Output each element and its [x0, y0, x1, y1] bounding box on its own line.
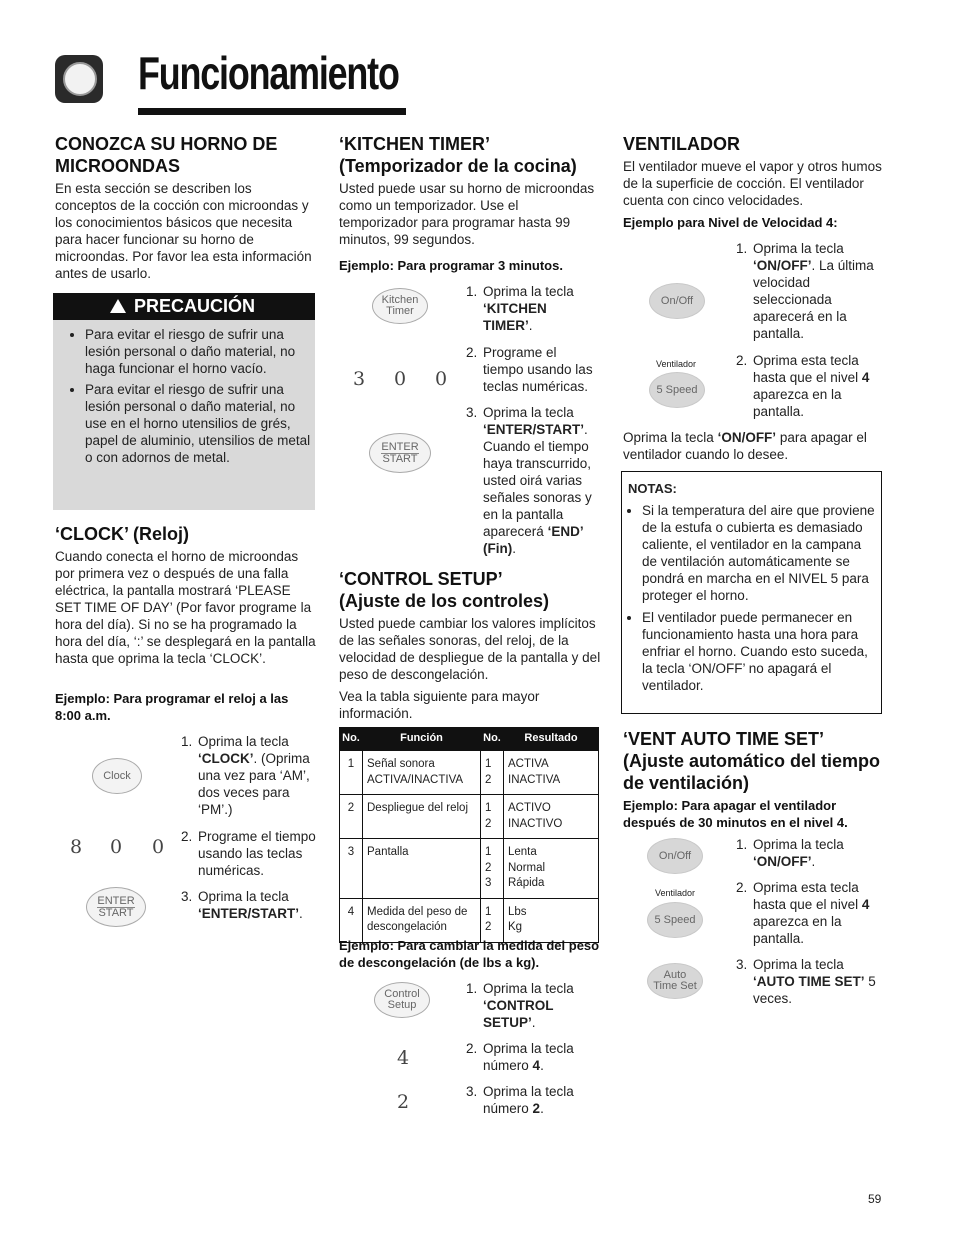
- timer-text: Usted puede usar su horno de microondas como un temporizador. Use el temporizador para programar hasta 99 minutos, 99 segundos.: [339, 181, 595, 247]
- warning-icon: [110, 299, 126, 313]
- clock-icon: [55, 55, 103, 103]
- table-header: No.: [481, 728, 504, 751]
- table-header: Función: [363, 728, 481, 751]
- setup-text-2: Vea la tabla siguiente para mayor información.: [339, 689, 540, 721]
- section-heading-setup: ‘CONTROL SETUP’ (Ajuste de los controles): [339, 569, 550, 611]
- digit-display: 0: [435, 368, 448, 390]
- table-row: 3 Pantalla 1 2 3 Lenta Normal Rápida: [340, 839, 599, 899]
- notes-list: [628, 502, 878, 699]
- table-row: 1 Señal sonora ACTIVA/INACTIVA 1 2 ACTIVA INACTIVA: [340, 751, 599, 795]
- vent-text: El ventilador mueve el vapor y otros humos de la superficie de cocción. El ventilador cuenta con cinco velocidades.: [623, 159, 882, 208]
- enter-start-key[interactable]: ENTER START: [86, 887, 146, 927]
- section-heading-conozca: CONOZCA SU HORNO DE MICROONDAS: [55, 134, 278, 176]
- caution-list: [73, 326, 317, 470]
- timer-example: Ejemplo: Para programar 3 minutos.: [339, 258, 563, 273]
- digit-display: 4: [397, 1047, 410, 1069]
- speed-key[interactable]: 5 Speed: [649, 372, 705, 408]
- step: 2. Oprima esta tecla hasta que el nivel 4 aparezca en la pantalla.: [736, 353, 870, 419]
- page-number: 59: [868, 1192, 882, 1206]
- clock-text: Cuando conecta el horno de microondas por primera vez o después de una falla eléctrica, la pantalla mostrará ‘PLEASE SET TIME OF DAY’ (Por favor programe la hora del día). Si no se ha programado la hora del día, ‘:’ se desplegará en la pantalla hasta que oprima la tecla ‘CLOCK’.: [55, 549, 316, 666]
- title-rule: [138, 108, 406, 115]
- control-setup-key[interactable]: Control Setup: [374, 982, 430, 1018]
- digit-display: 0: [110, 836, 123, 858]
- digit-display: 2: [397, 1091, 410, 1113]
- notes-box: [621, 471, 882, 714]
- step: 3. Oprima la tecla ‘ENTER/START’.: [181, 889, 303, 921]
- notes-title: NOTAS:: [628, 481, 677, 496]
- step: 1. Oprima la tecla ‘KITCHEN TIMER’.: [466, 284, 574, 333]
- step: 2. Programe el tiempo usando las teclas numéricas.: [181, 829, 316, 878]
- step: 1. Oprima la tecla ‘CONTROL SETUP’.: [466, 981, 574, 1030]
- note-item: • El ventilador puede permanecer en funcionamiento hasta una hora para enfriar el horno. Cuando esto suceda, la tecla ‘ON/OFF’ no apagará el ventilador.: [642, 609, 878, 694]
- section-heading-timer: ‘KITCHEN TIMER’ (Temporizador de la cocina): [339, 134, 577, 176]
- on-off-key[interactable]: On/Off: [647, 838, 703, 874]
- caution-title: PRECAUCIÓN: [134, 296, 256, 316]
- section-heading-auto: ‘VENT AUTO TIME SET’ (Ajuste automático del tiempo de ventilación): [623, 729, 881, 793]
- table-header: No.: [340, 728, 363, 751]
- ventilador-label: Ventilador: [655, 888, 696, 898]
- ventilador-label: Ventilador: [656, 359, 697, 369]
- page-title: Funcionamiento: [138, 47, 399, 99]
- speed-key[interactable]: 5 Speed: [647, 902, 703, 938]
- on-off-key[interactable]: On/Off: [649, 283, 705, 319]
- clock-example: Ejemplo: Para programar el reloj a las 8:00 a.m.: [55, 691, 289, 723]
- caution-header: [53, 293, 315, 320]
- caution-item: • Para evitar el riesgo de sufrir una lesión personal o daño material, no use en el horno utensilios de grés, papel de aluminio, utensilios de metal o con adornos de metal.: [85, 381, 317, 466]
- digit-display: 0: [152, 836, 165, 858]
- caution-item: • Para evitar el riesgo de sufrir una lesión personal o daño material, no haga funcionar el horno vacío.: [85, 326, 317, 377]
- auto-time-set-key[interactable]: Auto Time Set: [647, 963, 703, 999]
- step: 2. Programe el tiempo usando las teclas numéricas.: [466, 345, 593, 394]
- table-row: 2 Despliegue del reloj 1 2 ACTIVO INACTIVO: [340, 795, 599, 839]
- caution-box: [53, 293, 315, 510]
- setup-text: Usted puede cambiar los valores implícitos de las señales sonoras, del reloj, de la velocidad de despliegue de la pantalla y del peso de descongelación.: [339, 616, 601, 682]
- digit-display: 3: [353, 368, 366, 390]
- section-heading-clock: ‘CLOCK’ (Reloj): [55, 524, 189, 544]
- table-header: Resultado: [504, 728, 599, 751]
- enter-start-key[interactable]: ENTER START: [369, 433, 431, 473]
- step: 2. Oprima esta tecla hasta que el nivel 4 aparezca en la pantalla.: [736, 880, 870, 946]
- step: 3. Oprima la tecla número 2.: [466, 1084, 574, 1116]
- vent-example: Ejemplo para Nivel de Velocidad 4:: [623, 215, 838, 230]
- vent-after-text: Oprima la tecla ‘ON/OFF’ para apagar el ventilador cuando lo desee.: [623, 430, 867, 462]
- digit-display: 8: [70, 836, 83, 858]
- step: 3. Oprima la tecla ‘ENTER/START’. Cuando el tiempo haya transcurrido, usted oirá varias señales sonoras y en la pantalla aparecerá ‘END’ (Fin).: [466, 405, 592, 556]
- digit-display: 0: [394, 368, 407, 390]
- step: 1. Oprima la tecla ‘ON/OFF’. La última velocidad seleccionada aparecerá en la pantalla.: [736, 241, 874, 341]
- table-row: 4 Medida del peso de descongelación 1 2 Lbs Kg: [340, 898, 599, 942]
- step: 1. Oprima la tecla ‘ON/OFF’.: [736, 837, 844, 869]
- kitchen-timer-key[interactable]: Kitchen Timer: [372, 288, 428, 324]
- step: 2. Oprima la tecla número 4.: [466, 1041, 574, 1073]
- setup-example: Ejemplo: Para cambiar la medida del peso de descongelación (de lbs a kg).: [339, 938, 600, 970]
- step: 3. Oprima la tecla ‘AUTO TIME SET’ 5 veces.: [736, 957, 876, 1006]
- intro-text: En esta sección se describen los conceptos de la cocción con microondas y los conocimientos básicos que necesita para hacer funcionar su horno de microondas. Por favor lea esta información antes de usarlo.: [55, 181, 312, 281]
- section-heading-vent: VENTILADOR: [623, 134, 740, 154]
- setup-table: [339, 727, 599, 943]
- note-item: • Si la temperatura del aire que proviene de la estufa o cubierta es demasiado caliente, el ventilador en la campana de ventilación automáticamente se pondrá en marcha en el NIVEL 5 para proteger el horno.: [642, 502, 878, 604]
- step: 1. Oprima la tecla ‘CLOCK’. (Oprima una vez para ‘AM’, dos veces para ‘PM’.): [181, 734, 310, 817]
- clock-key[interactable]: Clock: [92, 758, 142, 794]
- auto-example: Ejemplo: Para apagar el ventilador después de 30 minutos en el nivel 4.: [623, 798, 848, 830]
